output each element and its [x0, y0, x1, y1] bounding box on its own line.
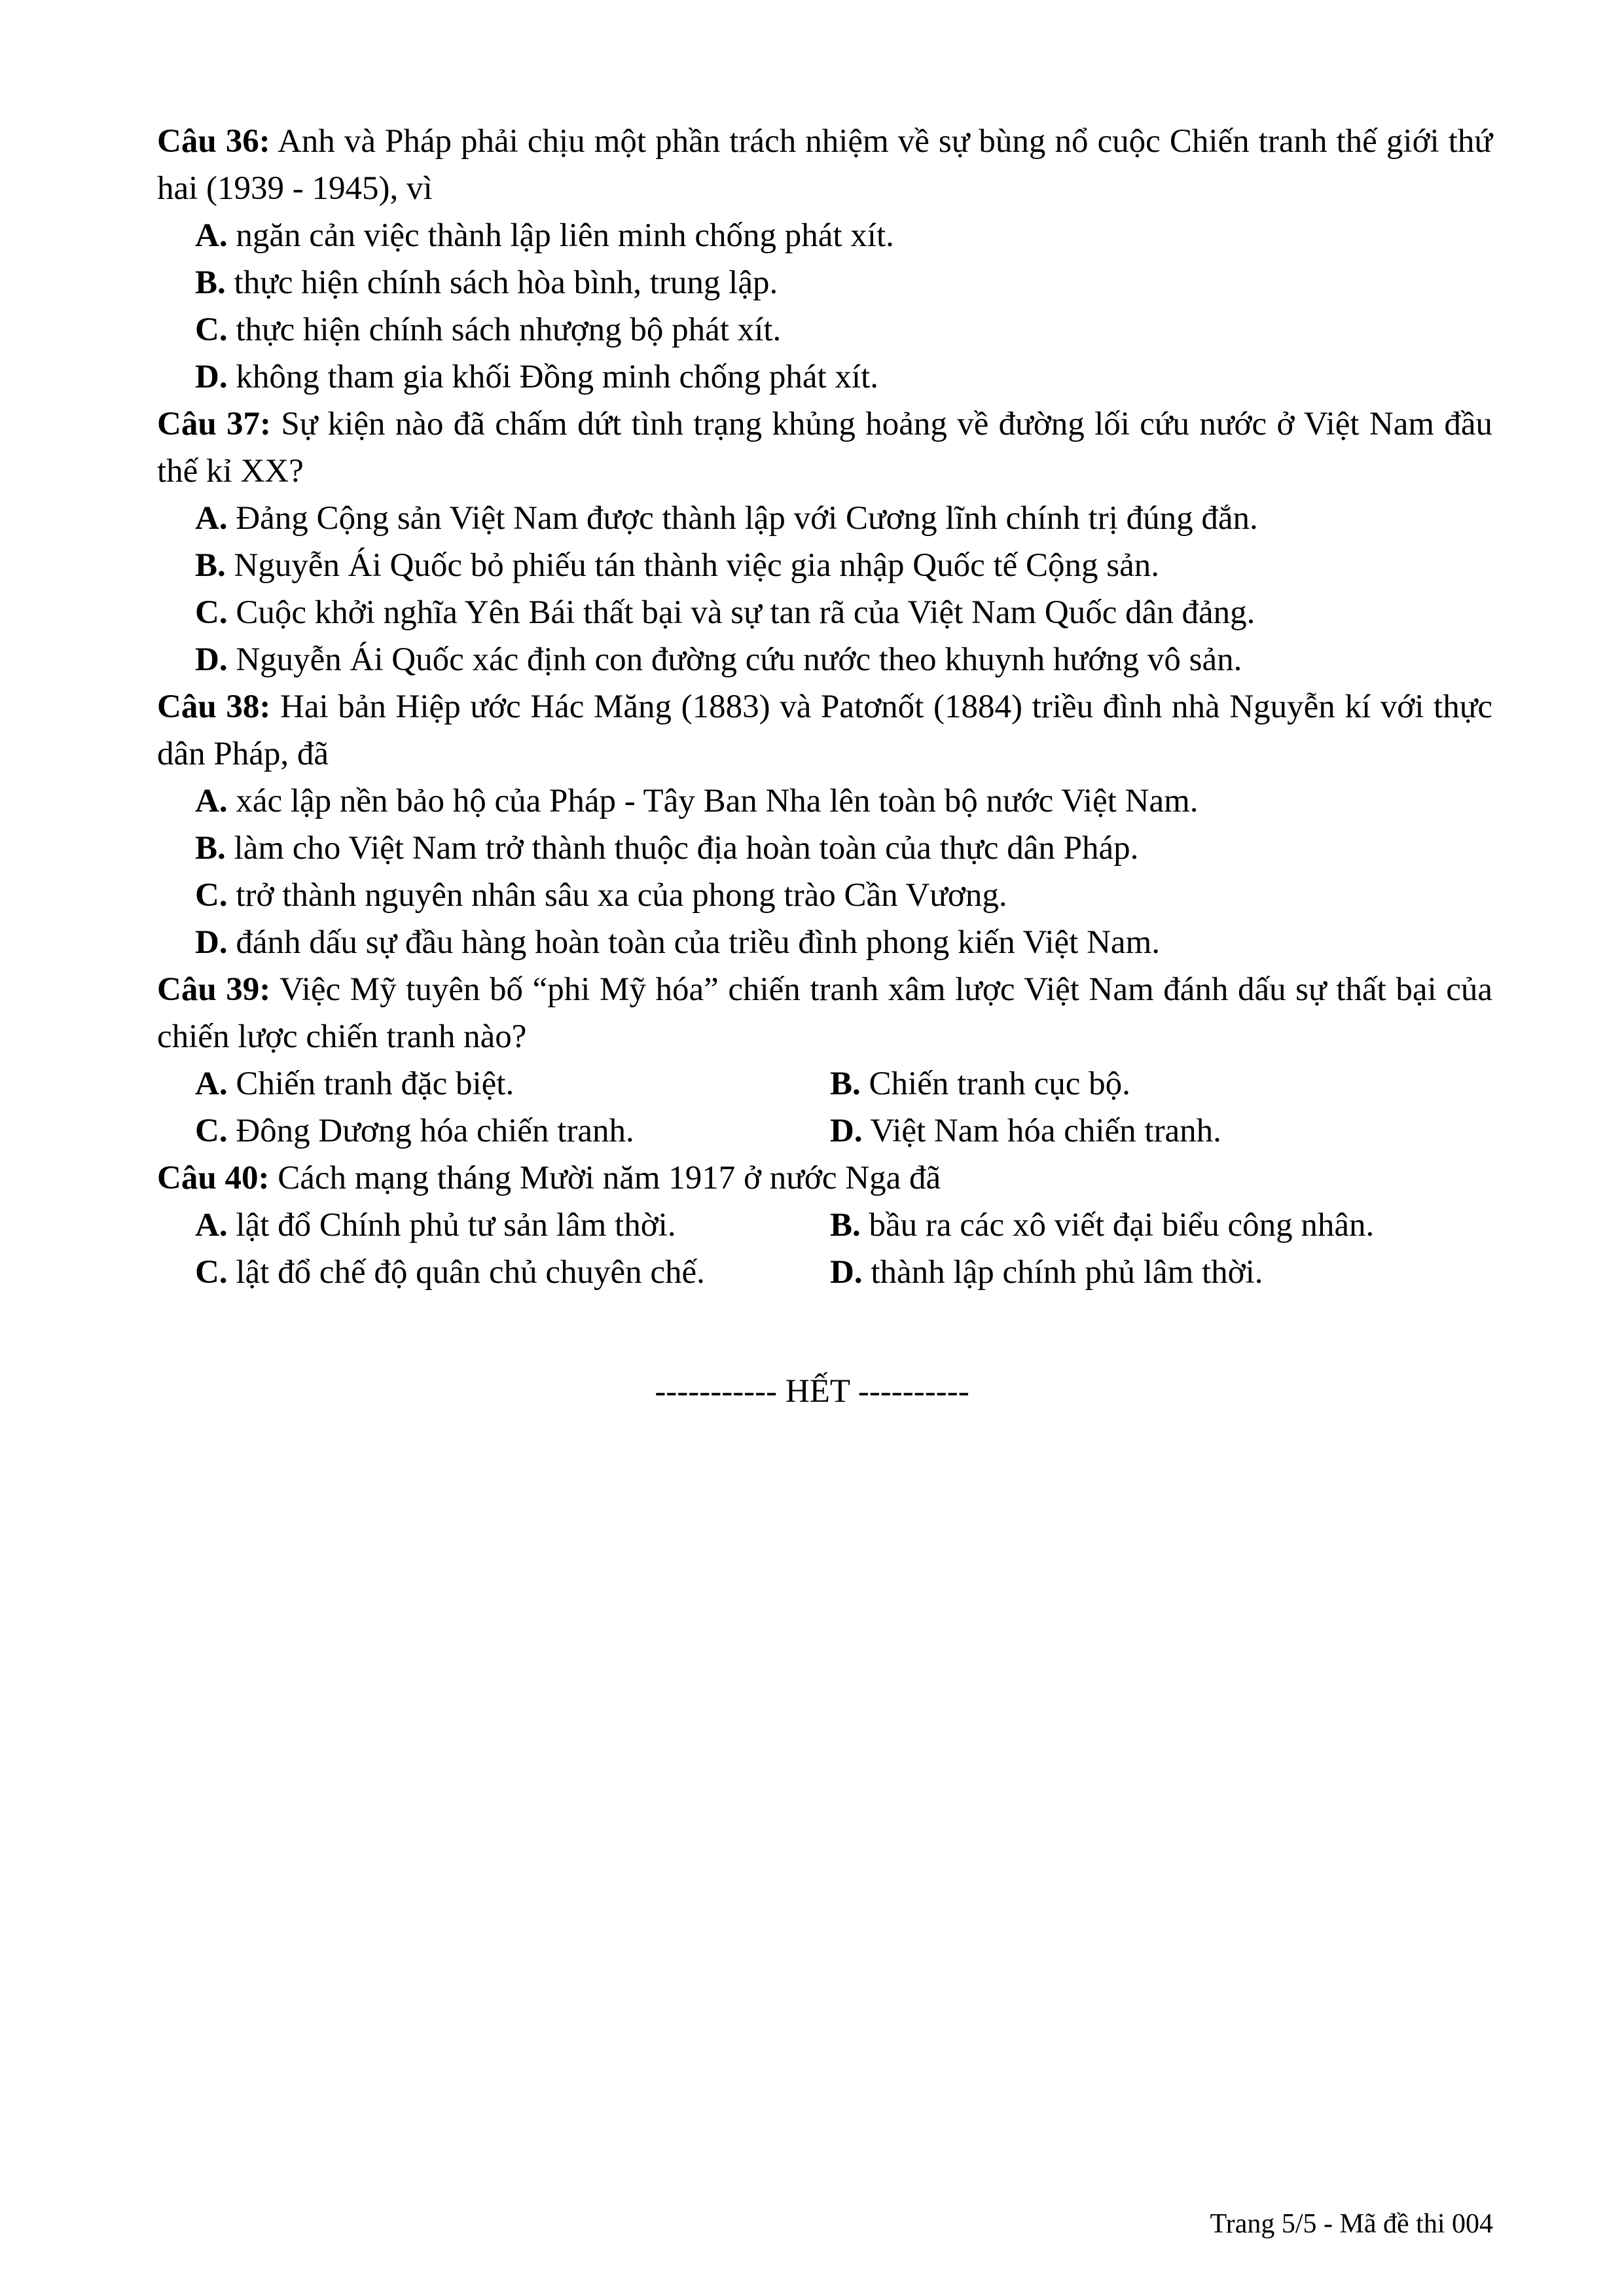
question-39: [157, 966, 1492, 1155]
option-label: A.: [195, 1066, 228, 1102]
option-b: [195, 825, 1492, 872]
option-text: thực hiện chính sách nhượng bộ phát xít.: [236, 312, 782, 348]
question-label: Câu 39:: [157, 971, 271, 1008]
option-text: lật đổ Chính phủ tư sản lâm thời.: [236, 1207, 676, 1244]
option-text: Nguyễn Ái Quốc bỏ phiếu tán thành việc gia nhập Quốc tế Cộng sản.: [234, 547, 1160, 584]
option-b: [830, 1202, 1465, 1249]
page-footer: Trang 5/5 - Mã đề thi 004: [1210, 2209, 1493, 2239]
option-text: đánh dấu sự đầu hàng hoàn toàn của triều đình phong kiến Việt Nam.: [236, 924, 1160, 961]
option-label: C.: [195, 594, 228, 631]
option-label: B.: [195, 547, 226, 584]
option-label: C.: [195, 877, 228, 914]
option-label: B.: [830, 1066, 861, 1102]
option-d: [195, 919, 1492, 966]
question-40: [157, 1155, 1492, 1296]
option-c: [195, 589, 1492, 636]
question-label: Câu 38:: [157, 689, 271, 725]
option-d: [195, 636, 1492, 683]
option-label: C.: [195, 1113, 228, 1149]
option-a: [195, 212, 1492, 259]
option-text: xác lập nền bảo hộ của Pháp - Tây Ban Nha lên toàn bộ nước Việt Nam.: [236, 783, 1199, 819]
option-text: Chiến tranh đặc biệt.: [236, 1066, 514, 1102]
question-38: [157, 683, 1492, 966]
option-a: [195, 495, 1492, 542]
option-label: D.: [195, 359, 228, 395]
question-label: Câu 37:: [157, 406, 272, 442]
option-row: [195, 1249, 1492, 1296]
option-text: thành lập chính phủ lâm thời.: [871, 1254, 1263, 1291]
option-b: [195, 542, 1492, 589]
option-text: thực hiện chính sách hòa bình, trung lập.: [234, 264, 778, 301]
option-text: Nguyễn Ái Quốc xác định con đường cứu nước theo khuynh hướng vô sản.: [236, 641, 1242, 678]
option-row: [195, 1060, 1492, 1107]
exam-content: [157, 118, 1492, 1296]
question-text: Hai bản Hiệp ước Hác Măng (1883) và Patơnốt (1884) triều đình nhà Nguyễn kí với thực dân Pháp, đã: [157, 689, 1492, 772]
option-label: A.: [195, 500, 228, 537]
option-text: Chiến tranh cục bộ.: [869, 1066, 1130, 1102]
option-label: A.: [195, 1207, 228, 1244]
option-label: D.: [195, 641, 228, 678]
option-text: Đông Dương hóa chiến tranh.: [236, 1113, 634, 1149]
question-text: Sự kiện nào đã chấm dứt tình trạng khủng hoảng về đường lối cứu nước ở Việt Nam đầu thế kỉ XX?: [157, 406, 1492, 490]
option-d: [830, 1249, 1465, 1296]
question-text: Cách mạng tháng Mười năm 1917 ở nước Nga đã: [278, 1160, 941, 1196]
option-text: Đảng Cộng sản Việt Nam được thành lập với Cương lĩnh chính trị đúng đắn.: [236, 500, 1258, 537]
option-label: B.: [830, 1207, 861, 1244]
option-row: [195, 1107, 1492, 1155]
option-c: [195, 306, 1492, 353]
question-label: Câu 40:: [157, 1160, 270, 1196]
option-a: [195, 1202, 830, 1249]
option-c: [195, 872, 1492, 919]
option-label: B.: [195, 264, 226, 301]
option-c: [195, 1249, 830, 1296]
option-text: lật đổ chế độ quân chủ chuyên chế.: [236, 1254, 705, 1291]
option-text: không tham gia khối Đồng minh chống phát xít.: [236, 359, 878, 395]
option-label: A.: [195, 783, 228, 819]
option-text: làm cho Việt Nam trở thành thuộc địa hoàn toàn của thực dân Pháp.: [234, 830, 1139, 867]
option-d: [195, 353, 1492, 401]
option-row: [195, 1202, 1492, 1249]
option-a: [195, 778, 1492, 825]
question-text: Anh và Pháp phải chịu một phần trách nhiệm về sự bùng nổ cuộc Chiến tranh thế giới thứ hai (1939 - 1945), vì: [157, 123, 1493, 207]
option-d: [830, 1107, 1465, 1155]
question-36: [157, 118, 1492, 401]
option-label: D.: [830, 1113, 863, 1149]
option-a: [195, 1060, 830, 1107]
option-label: C.: [195, 1254, 228, 1291]
option-label: D.: [195, 924, 228, 961]
option-label: A.: [195, 217, 228, 254]
question-37: [157, 401, 1492, 683]
option-b: [830, 1060, 1465, 1107]
option-c: [195, 1107, 830, 1155]
option-b: [195, 259, 1492, 306]
option-text: ngăn cản việc thành lập liên minh chống phát xít.: [236, 217, 894, 254]
end-of-exam-mark: ----------- HẾT ----------: [655, 1373, 969, 1410]
option-text: trở thành nguyên nhân sâu xa của phong trào Cần Vương.: [236, 877, 1007, 914]
option-label: C.: [195, 312, 228, 348]
option-label: D.: [830, 1254, 863, 1291]
option-text: Cuộc khởi nghĩa Yên Bái thất bại và sự tan rã của Việt Nam Quốc dân đảng.: [236, 594, 1255, 631]
question-text: Việc Mỹ tuyên bố “phi Mỹ hóa” chiến tranh xâm lược Việt Nam đánh dấu sự thất bại của chiến lược chiến tranh nào?: [157, 971, 1492, 1055]
option-label: B.: [195, 830, 226, 867]
question-label: Câu 36:: [157, 123, 270, 160]
option-text: bầu ra các xô viết đại biểu công nhân.: [869, 1207, 1375, 1244]
option-text: Việt Nam hóa chiến tranh.: [870, 1113, 1221, 1149]
